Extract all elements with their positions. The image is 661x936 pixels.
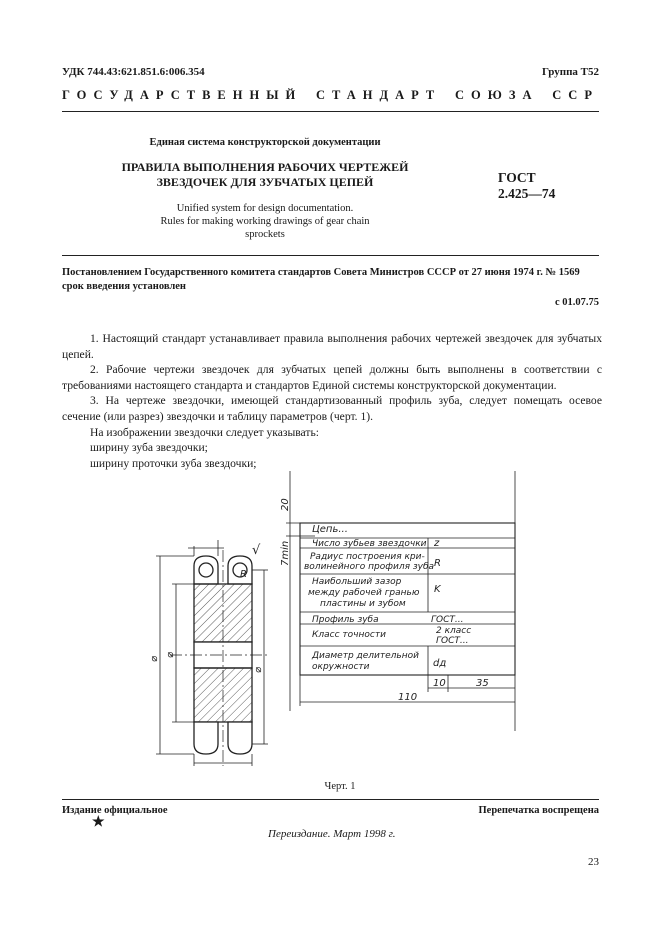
decree (62, 266, 602, 294)
title-line: ЗВЕЗДОЧЕК ДЛЯ ЗУБЧАТЫХ ЦЕПЕЙ (156, 175, 374, 189)
row-name: Профиль зуба (312, 615, 379, 625)
row-name: Число зубьев звездочки (312, 539, 427, 549)
row-name: волинейного профиля зуба (304, 562, 435, 572)
list-item: ширину проточки зуба звездочки; (90, 456, 257, 470)
row-name: окружности (312, 662, 370, 672)
paragraph: 3. На чертеже звездочки, имеющей стандартизованный профиль зуба, следует помещать осевое сечение (или разрез) звездочки и таблицу параметров (черт. 1). (62, 394, 602, 423)
edition-label: Издание официальное (62, 805, 168, 816)
dim-col-symbol: 10 (433, 678, 446, 689)
row-name: Класс точности (312, 630, 386, 640)
list-item: ширину зуба звездочки; (90, 441, 208, 455)
row-name: пластины и зубом (320, 599, 406, 609)
heading-word: СОЮЗА (455, 88, 539, 102)
title-line: ПРАВИЛА ВЫПОЛНЕНИЯ РАБОЧИХ ЧЕРТЕЖЕЙ (121, 160, 409, 174)
row-value: ГОСТ... (436, 636, 469, 646)
row-name: между рабочей гранью (308, 588, 420, 598)
body-text (62, 331, 602, 471)
english-title-line: Unified system for design documentation. (176, 203, 354, 214)
dim-total: 110 (398, 692, 418, 703)
gost-code: 2.425—74 (498, 186, 556, 201)
effective-date: с 01.07.75 (554, 297, 599, 308)
english-title-line: Rules for making working drawings of gear chain (160, 216, 370, 227)
row-symbol: R (434, 558, 441, 569)
heading-word: ГОСУДАРСТВЕННЫЙ (62, 88, 303, 102)
roughness-icon: √ (252, 543, 261, 558)
row-value: ГОСТ... (431, 615, 464, 625)
dim-col-value: 35 (476, 678, 489, 689)
diameter-sign: ⌀ (149, 655, 160, 662)
diameter-sign: ⌀ (253, 666, 264, 673)
decree-line: Постановлением Государственного комитета стандартов Совета Министров СССР от 27 июня 1974 г. № 1569 (62, 267, 580, 278)
dim-row-min: 7min (280, 540, 291, 566)
reissue-note: Переиздание. Март 1998 г. (268, 828, 396, 840)
top-rule (62, 111, 599, 112)
list-intro: На изображении звездочки следует указывать: (90, 425, 319, 439)
english-title (130, 202, 400, 241)
figure-caption: Черт. 1 (324, 781, 356, 792)
udk-code: УДК 744.43:621.851.6:006.354 (62, 66, 205, 78)
row-name: Радиус построения кри- (310, 552, 425, 562)
gost-label: ГОСТ (498, 170, 536, 185)
table-title: Цепь... (312, 524, 348, 535)
system-title: Единая система конструкторской документации (149, 137, 381, 148)
row-value: 2 класс (436, 626, 472, 636)
row-symbol: z (434, 538, 440, 549)
mid-rule (62, 255, 599, 256)
dim-top: 20 (280, 498, 291, 511)
radius-label: R (240, 569, 247, 580)
reprint-notice: Перепечатка воспрещена (478, 805, 599, 816)
english-title-line: sprockets (245, 229, 285, 240)
paragraph: 1. Настоящий стандарт устанавливает правила выполнения рабочих чертежей звездочек для зубчатых цепей. (62, 332, 602, 361)
row-name: Наибольший зазор (312, 577, 402, 587)
star-icon: ★ (92, 815, 105, 830)
sprocket-drawing (140, 466, 530, 781)
heading-word: ССР (552, 88, 599, 102)
group-code: Группа Т52 (541, 66, 599, 78)
row-symbol: K (434, 584, 441, 595)
bottom-rule (62, 799, 599, 800)
row-symbol: dд (433, 658, 447, 669)
paragraph: 2. Рабочие чертежи звездочек для зубчатых цепей должны быть выполнены в соответствии с требованиями настоящего стандарта и стандартов Единой системы конструкторской документации. (62, 363, 602, 392)
gost-number (498, 170, 555, 202)
document-title (115, 160, 415, 190)
decree-line: срок введения установлен (62, 281, 186, 292)
row-name: Диаметр делительной (312, 651, 419, 661)
state-standard-heading (62, 88, 599, 103)
heading-word: СТАНДАРТ (315, 88, 442, 102)
page-number: 23 (588, 856, 599, 868)
diameter-sign: ⌀ (165, 651, 176, 658)
